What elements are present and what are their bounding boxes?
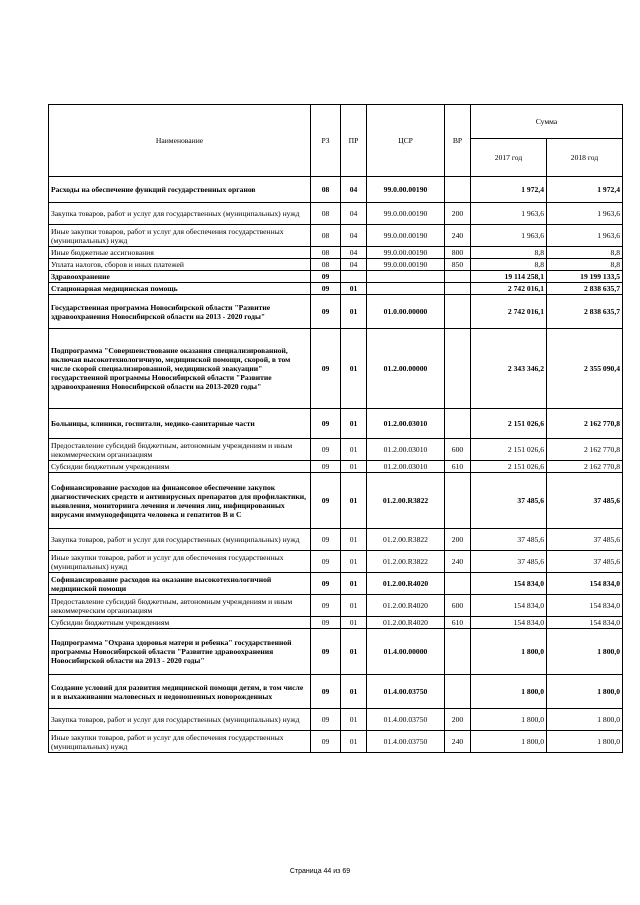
row-2018-cell: 154 834,0 [547,617,623,629]
col-header-2017: 2017 год [471,139,547,177]
row-rz-cell: 09 [311,731,341,753]
row-rz-cell: 09 [311,329,341,409]
row-rz-cell: 09 [311,629,341,675]
row-pr-cell: 01 [341,529,367,551]
row-name-cell: Здравоохранение [49,271,311,283]
row-2017-cell: 154 834,0 [471,617,547,629]
row-name-cell: Больницы, клиники, госпитали, медико-санитарные части [49,409,311,439]
row-name-cell: Создание условий для развития медицинской помощи детям, в том числе и в выхаживании маловесных и недоношенных новорожденных [49,675,311,709]
table-body [49,177,623,753]
col-header-sum: Сумма [471,105,623,139]
col-header-rz: РЗ [311,105,341,177]
row-2018-cell: 1 963,6 [547,225,623,247]
col-header-vr: ВР [445,105,471,177]
row-rz-cell: 09 [311,573,341,595]
row-vr-cell [445,573,471,595]
row-name-cell: Иные бюджетные ассигнования [49,247,311,259]
row-name-cell: Субсидии бюджетным учреждениям [49,461,311,473]
row-2017-cell: 2 151 026,6 [471,439,547,461]
table-row [49,551,623,573]
row-pr-cell: 01 [341,473,367,529]
row-2017-cell: 1 963,6 [471,203,547,225]
row-name-cell: Государственная программа Новосибирской области "Развитие здравоохранения Новосибирской области на 2013 - 2020 годы" [49,295,311,329]
table-row [49,271,623,283]
row-2018-cell: 37 485,6 [547,473,623,529]
row-pr-cell: 01 [341,595,367,617]
row-name-cell: Иные закупки товаров, работ и услуг для обеспечения государственных (муниципальных) нужд [49,225,311,247]
col-header-name: Наименование [49,105,311,177]
row-vr-cell: 200 [445,529,471,551]
row-csr-cell: 01.2.00.R3822 [367,551,445,573]
row-csr-cell: 01.2.00.03010 [367,439,445,461]
row-csr-cell: 01.2.00.R3822 [367,473,445,529]
row-name-cell: Софинансирование расходов на оказание высокотехнологичной медицинской помощи [49,573,311,595]
row-vr-cell: 600 [445,595,471,617]
row-rz-cell: 09 [311,295,341,329]
row-name-cell: Предоставление субсидий бюджетным, автономным учреждениям и иным некоммерческим организациям [49,595,311,617]
row-name-cell: Закупка товаров, работ и услуг для государственных (муниципальных) нужд [49,203,311,225]
table-row [49,709,623,731]
row-name-cell: Подпрограмма "Совершенствование оказания специализированной, включая высокотехнологичную, медицинской помощи, скорой, в том числе скорой специализированной, медицинской эвакуации" государственной программы Новосибирской области "Развитие здравоохранения Новосибирской области на 2013-2020 годы" [49,329,311,409]
row-vr-cell: 240 [445,731,471,753]
row-pr-cell: 04 [341,203,367,225]
row-pr-cell: 01 [341,573,367,595]
row-2018-cell: 154 834,0 [547,573,623,595]
row-pr-cell: 01 [341,329,367,409]
page-footer: Страница 44 из 69 [289,868,351,875]
row-2017-cell: 1 800,0 [471,709,547,731]
row-rz-cell: 09 [311,617,341,629]
row-csr-cell: 01.2.00.00000 [367,329,445,409]
row-name-cell: Подпрограмма "Охрана здоровья матери и ребенка" государственной программы Новосибирской области "Развитие здравоохранения Новосибирской области на 2013 - 2020 годы" [49,629,311,675]
budget-table [48,104,623,753]
table-row [49,595,623,617]
row-vr-cell: 200 [445,203,471,225]
row-rz-cell: 08 [311,247,341,259]
row-pr-cell: 04 [341,225,367,247]
row-2017-cell: 2 742 016,1 [471,283,547,295]
row-2018-cell: 8,8 [547,259,623,271]
row-2017-cell: 1 963,6 [471,225,547,247]
row-vr-cell: 240 [445,225,471,247]
row-vr-cell [445,675,471,709]
row-rz-cell: 09 [311,709,341,731]
table-row [49,329,623,409]
row-2017-cell: 37 485,6 [471,529,547,551]
row-name-cell: Иные закупки товаров, работ и услуг для обеспечения государственных (муниципальных) нужд [49,731,311,753]
row-csr-cell: 01.2.00.R4020 [367,573,445,595]
table-row [49,573,623,595]
table-row [49,731,623,753]
row-name-cell: Предоставление субсидий бюджетным, автономным учреждениям и иным некоммерческим организациям [49,439,311,461]
row-2017-cell: 154 834,0 [471,573,547,595]
row-csr-cell: 01.2.00.03010 [367,409,445,439]
row-vr-cell: 610 [445,461,471,473]
row-vr-cell [445,271,471,283]
table-row [49,295,623,329]
row-pr-cell: 01 [341,461,367,473]
row-2017-cell: 1 800,0 [471,675,547,709]
table-row [49,675,623,709]
row-rz-cell: 09 [311,283,341,295]
row-csr-cell: 01.2.00.R4020 [367,617,445,629]
row-csr-cell [367,283,445,295]
row-rz-cell: 09 [311,595,341,617]
row-vr-cell: 800 [445,247,471,259]
row-2018-cell: 37 485,6 [547,551,623,573]
row-vr-cell: 200 [445,709,471,731]
row-rz-cell: 09 [311,271,341,283]
row-2018-cell: 1 800,0 [547,709,623,731]
row-vr-cell [445,409,471,439]
row-2017-cell: 2 343 346,2 [471,329,547,409]
row-2017-cell: 8,8 [471,259,547,271]
row-pr-cell: 01 [341,283,367,295]
row-vr-cell: 240 [445,551,471,573]
row-csr-cell: 01.2.00.03010 [367,461,445,473]
row-vr-cell: 610 [445,617,471,629]
table-row [49,461,623,473]
row-csr-cell: 99.0.00.00190 [367,225,445,247]
row-rz-cell: 09 [311,675,341,709]
row-2018-cell: 19 199 133,5 [547,271,623,283]
row-2017-cell: 2 742 016,1 [471,295,547,329]
row-2017-cell: 2 151 026,6 [471,409,547,439]
row-rz-cell: 09 [311,439,341,461]
row-csr-cell: 99.0.00.00190 [367,259,445,271]
table-row [49,177,623,203]
row-2018-cell: 2 162 770,8 [547,409,623,439]
table-row [49,247,623,259]
row-csr-cell: 01.4.00.03750 [367,709,445,731]
row-2018-cell: 2 162 770,8 [547,461,623,473]
row-rz-cell: 09 [311,551,341,573]
row-2018-cell: 8,8 [547,247,623,259]
row-pr-cell: 01 [341,295,367,329]
row-csr-cell: 01.2.00.R4020 [367,595,445,617]
row-2017-cell: 37 485,6 [471,551,547,573]
table-row [49,283,623,295]
row-csr-cell: 01.4.00.03750 [367,675,445,709]
row-name-cell: Софинансирование расходов на финансовое обеспечение закупок диагностических средств и антивирусных препаратов для профилактики, выявления, мониторинга лечения и лечения лиц, инфицированных вирусами иммунодефицита человека и гепатитов В и С [49,473,311,529]
col-header-pr: ПР [341,105,367,177]
row-2018-cell: 1 800,0 [547,675,623,709]
row-2018-cell: 1 800,0 [547,629,623,675]
row-2018-cell: 37 485,6 [547,529,623,551]
row-pr-cell: 01 [341,675,367,709]
row-name-cell: Закупка товаров, работ и услуг для государственных (муниципальных) нужд [49,529,311,551]
row-csr-cell: 01.0.00.00000 [367,295,445,329]
row-vr-cell [445,473,471,529]
row-pr-cell: 04 [341,247,367,259]
table-row [49,629,623,675]
row-pr-cell: 01 [341,439,367,461]
table-row [49,473,623,529]
row-name-cell: Закупка товаров, работ и услуг для государственных (муниципальных) нужд [49,709,311,731]
row-2018-cell: 154 834,0 [547,595,623,617]
row-vr-cell [445,177,471,203]
row-2017-cell: 1 800,0 [471,629,547,675]
row-2018-cell: 2 162 770,8 [547,439,623,461]
row-rz-cell: 08 [311,225,341,247]
row-pr-cell: 01 [341,629,367,675]
row-csr-cell: 99.0.00.00190 [367,247,445,259]
row-rz-cell: 09 [311,473,341,529]
row-vr-cell: 600 [445,439,471,461]
table-row [49,225,623,247]
row-pr-cell: 01 [341,709,367,731]
row-pr-cell: 01 [341,731,367,753]
row-2018-cell: 2 355 090,4 [547,329,623,409]
row-vr-cell: 850 [445,259,471,271]
row-pr-cell: 01 [341,409,367,439]
row-2017-cell: 1 800,0 [471,731,547,753]
col-header-csr: ЦСР [367,105,445,177]
table-row [49,259,623,271]
row-vr-cell [445,329,471,409]
row-2017-cell: 154 834,0 [471,595,547,617]
row-pr-cell: 04 [341,177,367,203]
row-csr-cell [367,271,445,283]
row-pr-cell: 01 [341,551,367,573]
row-2017-cell: 8,8 [471,247,547,259]
table-row [49,439,623,461]
row-2018-cell: 2 838 635,7 [547,283,623,295]
row-2017-cell: 1 972,4 [471,177,547,203]
row-pr-cell: 04 [341,259,367,271]
row-2018-cell: 1 972,4 [547,177,623,203]
col-header-2018: 2018 год [547,139,623,177]
row-name-cell: Расходы на обеспечение функций государственных органов [49,177,311,203]
row-name-cell: Субсидии бюджетным учреждениям [49,617,311,629]
row-vr-cell [445,295,471,329]
row-csr-cell: 99.0.00.00190 [367,203,445,225]
row-2017-cell: 19 114 258,1 [471,271,547,283]
row-rz-cell: 08 [311,177,341,203]
row-pr-cell: 01 [341,617,367,629]
row-csr-cell: 01.4.00.03750 [367,731,445,753]
row-vr-cell [445,283,471,295]
row-rz-cell: 08 [311,203,341,225]
row-2018-cell: 1 963,6 [547,203,623,225]
row-csr-cell: 01.2.00.R3822 [367,529,445,551]
row-csr-cell: 99.0.00.00190 [367,177,445,203]
row-rz-cell: 08 [311,259,341,271]
row-pr-cell [341,271,367,283]
row-2018-cell: 1 800,0 [547,731,623,753]
table-row [49,529,623,551]
table-row [49,409,623,439]
row-rz-cell: 09 [311,461,341,473]
row-csr-cell: 01.4.00.00000 [367,629,445,675]
table-row [49,617,623,629]
row-name-cell: Стационарная медицинская помощь [49,283,311,295]
row-2017-cell: 37 485,6 [471,473,547,529]
row-name-cell: Иные закупки товаров, работ и услуг для обеспечения государственных (муниципальных) нужд [49,551,311,573]
row-name-cell: Уплата налогов, сборов и иных платежей [49,259,311,271]
row-2017-cell: 2 151 026,6 [471,461,547,473]
row-rz-cell: 09 [311,409,341,439]
row-rz-cell: 09 [311,529,341,551]
row-vr-cell [445,629,471,675]
row-2018-cell: 2 838 635,7 [547,295,623,329]
table-row [49,203,623,225]
